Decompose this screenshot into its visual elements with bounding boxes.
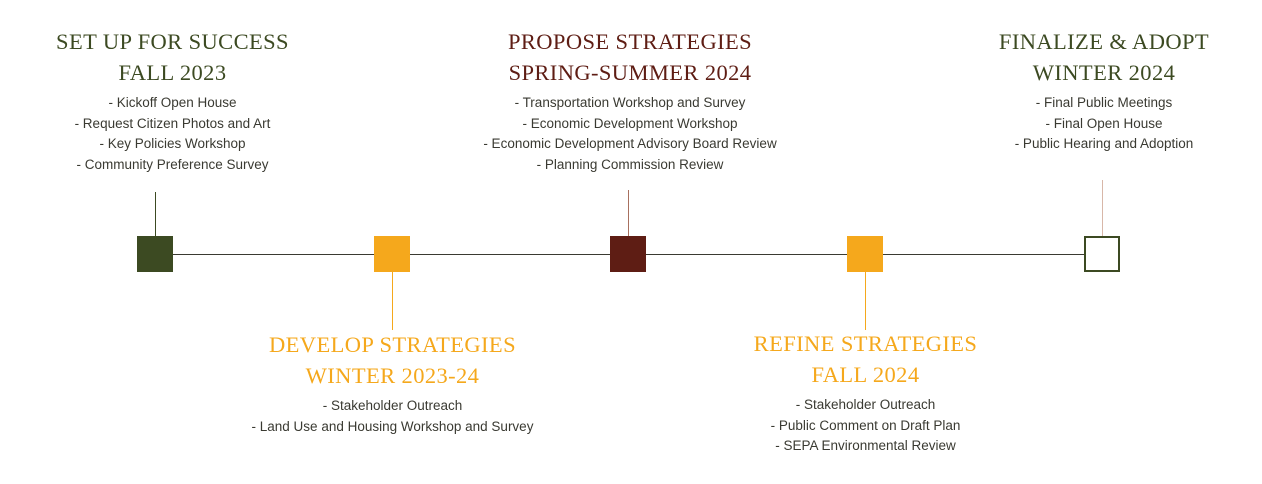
list-item: - Kickoff Open House: [108, 95, 237, 111]
milestone-date: SPRING-SUMMER 2024: [508, 59, 752, 85]
list-item: - Economic Development Workshop: [522, 115, 738, 131]
milestone-title: DEVELOP STRATEGIES: [269, 332, 516, 357]
milestone-set-up-for-success: [0, 28, 345, 175]
list-item: - Request Citizen Photos and Art: [74, 115, 271, 131]
list-item: - Public Comment on Draft Plan: [770, 417, 961, 433]
milestone-connector: [628, 190, 629, 236]
milestone-date: WINTER 2023-24: [305, 362, 480, 388]
milestone-title: PROPOSE STRATEGIES: [507, 29, 753, 54]
milestone-propose-strategies: [455, 28, 805, 175]
milestone-title: SET UP FOR SUCCESS: [56, 29, 289, 54]
list-item: - Final Public Meetings: [1035, 95, 1173, 111]
milestone-title: FINALIZE & ADOPT: [998, 29, 1210, 54]
milestone-connector: [155, 192, 156, 236]
list-item: - Land Use and Housing Workshop and Survey: [251, 418, 534, 434]
milestone-items: [693, 395, 1038, 457]
list-item: - Planning Commission Review: [536, 156, 724, 172]
list-item: - Community Preference Survey: [76, 156, 269, 172]
list-item: - Transportation Workshop and Survey: [514, 95, 746, 111]
milestone-items: [220, 396, 565, 437]
milestone-marker-finalize-and-adopt[interactable]: [1084, 236, 1120, 272]
list-item: - Stakeholder Outreach: [322, 398, 463, 414]
milestone-items: [930, 93, 1262, 155]
list-item: - SEPA Environmental Review: [775, 438, 956, 454]
milestone-marker-develop-strategies[interactable]: [374, 236, 410, 272]
milestone-title: REFINE STRATEGIES: [753, 331, 978, 356]
milestone-connector: [392, 272, 393, 330]
milestone-finalize-and-adopt: [930, 28, 1262, 155]
milestone-marker-set-up-for-success[interactable]: [137, 236, 173, 272]
milestone-date: FALL 2023: [118, 59, 227, 85]
list-item: - Key Policies Workshop: [99, 136, 246, 152]
milestone-connector: [865, 272, 866, 330]
milestone-date: FALL 2024: [811, 361, 920, 387]
milestone-items: [0, 93, 345, 175]
list-item: - Stakeholder Outreach: [795, 397, 936, 413]
milestone-connector: [1102, 180, 1103, 236]
list-item: - Final Open House: [1045, 115, 1163, 131]
milestone-date: WINTER 2024: [1032, 59, 1176, 85]
milestone-items: [455, 93, 805, 175]
list-item: - Public Hearing and Adoption: [1014, 136, 1194, 152]
list-item: - Economic Development Advisory Board Review: [483, 136, 777, 152]
milestone-refine-strategies: [693, 330, 1038, 457]
milestone-develop-strategies: [220, 331, 565, 437]
milestone-marker-refine-strategies[interactable]: [847, 236, 883, 272]
milestone-marker-propose-strategies[interactable]: [610, 236, 646, 272]
